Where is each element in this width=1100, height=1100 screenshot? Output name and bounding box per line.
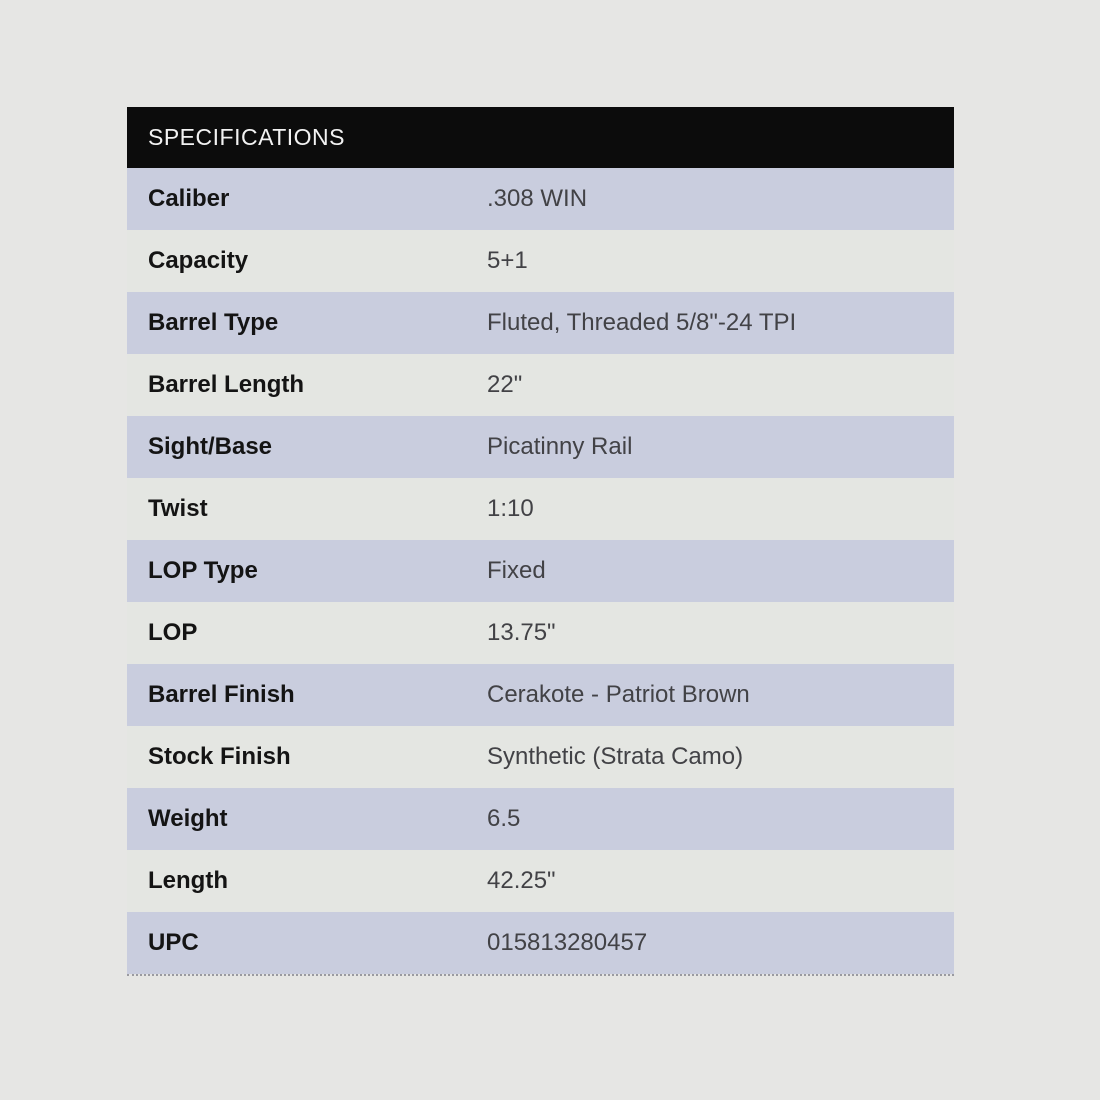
spec-value: .308 WIN: [487, 185, 588, 212]
table-row: [127, 788, 954, 850]
specifications-header: [127, 107, 954, 168]
spec-label: UPC: [148, 929, 199, 956]
spec-label: Sight/Base: [148, 433, 273, 460]
spec-value: 13.75": [487, 619, 556, 646]
spec-label: Barrel Length: [148, 371, 305, 398]
table-row: [127, 602, 954, 664]
spec-label: Length: [148, 867, 228, 894]
spec-label: Weight: [148, 805, 228, 832]
spec-value: Fluted, Threaded 5/8"-24 TPI: [487, 309, 797, 336]
specifications-table: [127, 107, 954, 976]
specifications-rows: [127, 168, 954, 974]
spec-label: Barrel Type: [148, 309, 279, 336]
table-row: [127, 726, 954, 788]
table-row: [127, 354, 954, 416]
spec-label: Barrel Finish: [148, 681, 295, 708]
spec-value: 5+1: [487, 247, 528, 274]
spec-label: Caliber: [148, 185, 230, 212]
table-row: [127, 540, 954, 602]
specifications-title: SPECIFICATIONS: [148, 124, 345, 150]
table-row: [127, 912, 954, 974]
table-row: [127, 850, 954, 912]
spec-label: LOP Type: [148, 557, 258, 584]
table-row: [127, 230, 954, 292]
spec-value: 6.5: [487, 805, 521, 832]
spec-label: LOP: [148, 619, 198, 646]
spec-value: 42.25": [487, 867, 556, 894]
table-row: [127, 478, 954, 540]
spec-label: Stock Finish: [148, 743, 291, 770]
spec-value: Picatinny Rail: [487, 433, 633, 460]
spec-value: 22": [487, 371, 523, 398]
table-row: [127, 292, 954, 354]
spec-label: Capacity: [148, 247, 249, 274]
spec-label: Twist: [148, 495, 208, 522]
spec-value: 1:10: [487, 495, 534, 522]
spec-value: 015813280457: [487, 929, 648, 956]
table-row: [127, 168, 954, 230]
table-row: [127, 664, 954, 726]
spec-value: Cerakote - Patriot Brown: [487, 681, 750, 708]
spec-value: Synthetic (Strata Camo): [487, 743, 744, 770]
table-row: [127, 416, 954, 478]
spec-value: Fixed: [487, 557, 546, 584]
